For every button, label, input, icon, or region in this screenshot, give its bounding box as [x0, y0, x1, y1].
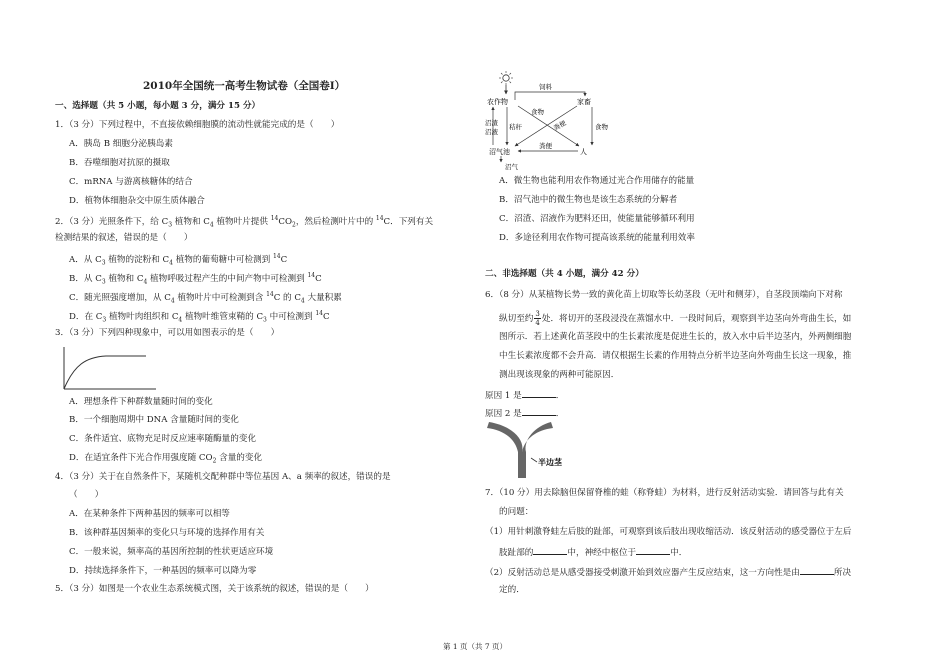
q4-option-c: C．一般来说，频率高的基因所控制的性状更适应环境 [69, 547, 274, 557]
q6-reason-2: 原因 2 是 ． [485, 406, 564, 420]
q1-option-a: A．胰岛 B 细胞分泌胰岛素 [69, 139, 173, 149]
q7-part-2-line-2: 定的． [499, 585, 525, 595]
q4-option-b: B．该种群基因频率的变化只与环境的选择作用有关 [69, 528, 265, 538]
q5-option-a: A．微生物也能利用农作物通过光合作用储存的能量 [499, 176, 695, 186]
q3-curve-graph [60, 345, 160, 393]
q4-option-a: A．在某种条件下两种基因的频率可以相等 [69, 509, 230, 519]
q2-option-d: D．在 $C_3$ 植物叶肉组织和 $C_4$ 植物叶维管束鞘的 $C_3$ 中可检测到 $^{14}$C [69, 310, 330, 324]
q1-option-d: D．植物体细胞杂交中原生质体融合 [69, 196, 205, 206]
q7-answer-blank-1 [533, 545, 567, 555]
section-2-heading: 二、非选择题（共 4 小题，满分 42 分） [485, 269, 644, 279]
section-1-heading: 一、选择题（共 5 小题，每小题 3 分，满分 15 分） [55, 101, 261, 111]
half-stem-figure [485, 418, 595, 478]
q5-option-c: C．沼渣、沼液作为肥料还田，使能量能够循环利用 [499, 214, 695, 224]
q6-answer-blank-2 [522, 406, 556, 416]
q4-paren: （ ） [69, 490, 104, 500]
label-food-1: 食物 [595, 123, 608, 131]
q4-stem: 4．（3 分）关于在自然条件下，某随机交配种群中等位基因 A、a 频率的叙述，错误的是 [55, 472, 391, 482]
q3-option-c: C．条件适宜、底物充足时反应速率随酶量的变化 [69, 434, 257, 444]
edge-manure-livestock-pool [515, 106, 577, 146]
q3-option-d: D．在适宜条件下光合作用强度随 $CO_2$ 含量的变化 [69, 453, 263, 465]
label-dung: 粪便 [539, 142, 552, 150]
q3-option-a: A．理想条件下种群数量随时间的变化 [69, 397, 213, 407]
page-title: 2010年全国统一高考生物试卷（全国卷I） [143, 80, 346, 92]
node-livestock: 家畜 [577, 98, 591, 106]
q6-reason-1: 原因 1 是 ． [485, 388, 564, 402]
edge-fodder [515, 92, 585, 100]
q5-stem: 5．（3 分）如图是一个农业生态系统模式图，关于该系统的叙述，错误的是（ ） [55, 584, 374, 594]
q2-option-a: A．从 $C_3$ 植物的淀粉和 $C_4$ 植物的葡萄糖中可检测到 $^{14}$C [69, 253, 288, 267]
q1-stem: 1．（3 分）下列过程中，不直接依赖细胞膜的流动性就能完成的是（ ） [55, 120, 340, 130]
q7-answer-blank-3 [800, 565, 834, 575]
label-manure: 粪便 [552, 118, 568, 133]
stem-left-half [487, 422, 522, 478]
node-crops: 农作物 [487, 98, 508, 106]
q7-answer-blank-2 [636, 545, 670, 555]
edge-food-crops-people [518, 106, 579, 146]
q1-option-c: C．mRNA 与游离核糖体的结合 [69, 177, 193, 187]
q3-stem: 3．（3 分）下列四种现象中，可以用如图表示的是（ ） [55, 328, 280, 338]
q6-line-5: 测出现该现象的两种可能原因． [499, 370, 620, 380]
q6-line-4: 中生长素浓度都不会升高．请仅根据生长素的作用特点分析半边茎向外弯曲生长这一现象，推 [499, 351, 852, 361]
q6-line-1: 6．（8 分）从某植物长势一致的黄化苗上切取等长幼茎段（无叶和侧芽），自茎段顶端向下对称 [485, 290, 843, 300]
q7-part-2-line-1: （2）反射活动总是从感受器接受刺激开始到效应器产生反应结束，这一方向性是由 所决 [485, 565, 851, 579]
node-biogas-pool: 沼气池 [489, 148, 510, 156]
ecosystem-diagram [485, 70, 615, 170]
q2-option-c: C．随光照强度增加，从 $C_4$ 植物叶片中可检测到含 $^{14}$C 的 $C_4$ 大量积累 [69, 291, 342, 305]
q6-line-3: 图所示．若上述黄化苗茎段中的生长素浓度是促进生长的，放入水中后半边茎内，外两侧细胞 [499, 332, 852, 342]
node-people: 人 [580, 148, 587, 156]
q2-stem: 2．（3 分）光照条件下，给 $C_3$ 植物和 $C_4$ 植物叶片提供 $^{14}CO_2$，然后检测叶片中的 $^{14}$C．下列有关 [55, 215, 434, 229]
q3-option-b: B．一个细胞周期中 DNA 含量随时间的变化 [69, 415, 239, 425]
q7-part-1-line-2: 肢趾部的 中，神经中枢位于 中． [499, 545, 687, 559]
label-pointer [531, 458, 537, 462]
label-gas: 沼气 [505, 163, 518, 170]
q1-option-b: B．吞噬细胞对抗原的摄取 [69, 158, 170, 168]
q2-option-b: B．从 $C_3$ 植物和 $C_4$ 植物呼吸过程产生的中间产物中可检测到 $^{14}$C [69, 272, 322, 286]
label-residue-2: 沼液 [485, 128, 498, 136]
q7-line-2: 的问题： [499, 507, 534, 517]
q5-option-b: B．沼气池中的微生物也是该生态系统的分解者 [499, 195, 678, 205]
q7-part-1-line-1: （1）用针刺激脊蛙左后肢的趾部，可观察到该后肢出现收缩活动．该反射活动的感受器位于左后 [485, 527, 852, 537]
q4-option-d: D．持续选择条件下，一种基因的频率可以降为零 [69, 566, 257, 576]
q6-answer-blank-1 [522, 388, 556, 398]
q2-stem-line2: 检测结果的叙述，错误的是（ ） [55, 233, 193, 243]
label-straw: 秸秆 [509, 123, 522, 131]
q6-fraction: $\frac{3}{4}$ [535, 310, 540, 327]
q5-option-d: D．多途径利用农作物可提高该系统的能量利用效率 [499, 233, 695, 243]
label-fodder: 饲料 [539, 83, 552, 91]
label-food-2: 食物 [531, 108, 544, 116]
stem-right-half [522, 422, 553, 478]
q6-line-2: 纵切至约 $\frac{3}{4}$ 处．将切开的茎段浸没在蒸馏水中．一段时间后，观察到半边茎向外弯曲生长，如 [499, 310, 852, 327]
label-residue-1: 沼渣 [485, 119, 498, 127]
sun-icon [499, 71, 513, 85]
page-footer: 第 1 页（共 7 页） [442, 642, 508, 651]
half-stem-label: 半边茎 [538, 457, 562, 467]
q7-line-1: 7．（10 分）用去除脑但保留脊椎的蛙（称脊蛙）为材料，进行反射活动实验．请回答与此有关 [485, 488, 844, 498]
q3-saturation-curve [64, 356, 146, 389]
